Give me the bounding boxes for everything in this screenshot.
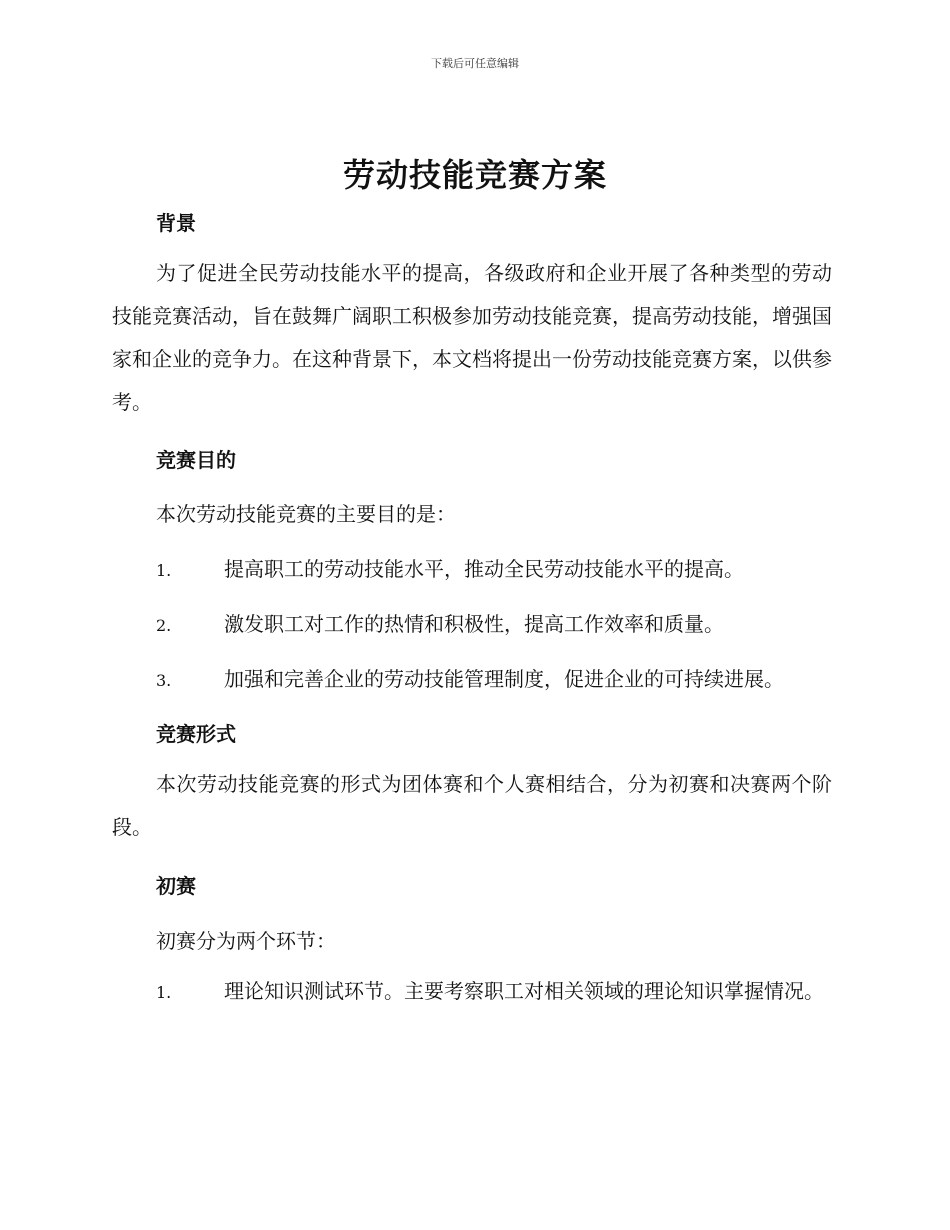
- purpose-list-item: [156, 663, 784, 692]
- document-title: 劳动技能竞赛方案: [342, 156, 607, 194]
- list-number: 1.: [156, 561, 172, 580]
- format-paragraph: 本次劳动技能竞赛的形式为团体赛和个人赛相结合，分为初赛和决赛两个阶段。: [112, 772, 832, 839]
- heading-format: 竞赛形式: [156, 722, 236, 746]
- header-note: 下载后可任意编辑: [431, 57, 519, 70]
- list-text: 提高职工的劳动技能水平，推动全民劳动技能水平的提高。: [224, 557, 744, 581]
- purpose-intro: 本次劳动技能竞赛的主要目的是：: [156, 502, 456, 526]
- heading-purpose: 竞赛目的: [156, 448, 236, 472]
- heading-background: 背景: [156, 211, 196, 235]
- background-paragraph: 为了促进全民劳动技能水平的提高，各级政府和企业开展了各种类型的劳动技能竞赛活动，旨在鼓舞广阔职工积极参加劳动技能竞赛，提高劳动技能，增强国家和企业的竞争力。在这种背景下，本文档将提出一份劳动技能竞赛方案，以供参考。: [112, 261, 832, 414]
- preliminary-intro: 初赛分为两个环节：: [156, 929, 336, 953]
- list-number: 1.: [156, 983, 172, 1002]
- purpose-list-item: [156, 553, 744, 582]
- list-text: 加强和完善企业的劳动技能管理制度，促进企业的可持续进展。: [224, 667, 784, 691]
- list-text: 理论知识测试环节。主要考察职工对相关领域的理论知识掌握情况。: [224, 979, 824, 1003]
- heading-preliminary: 初赛: [156, 874, 196, 898]
- list-number: 3.: [156, 671, 172, 690]
- list-number: 2.: [156, 616, 172, 635]
- preliminary-list-item: [112, 970, 832, 1014]
- list-text: 激发职工对工作的热情和积极性，提高工作效率和质量。: [224, 612, 724, 636]
- purpose-list-item: [156, 608, 724, 637]
